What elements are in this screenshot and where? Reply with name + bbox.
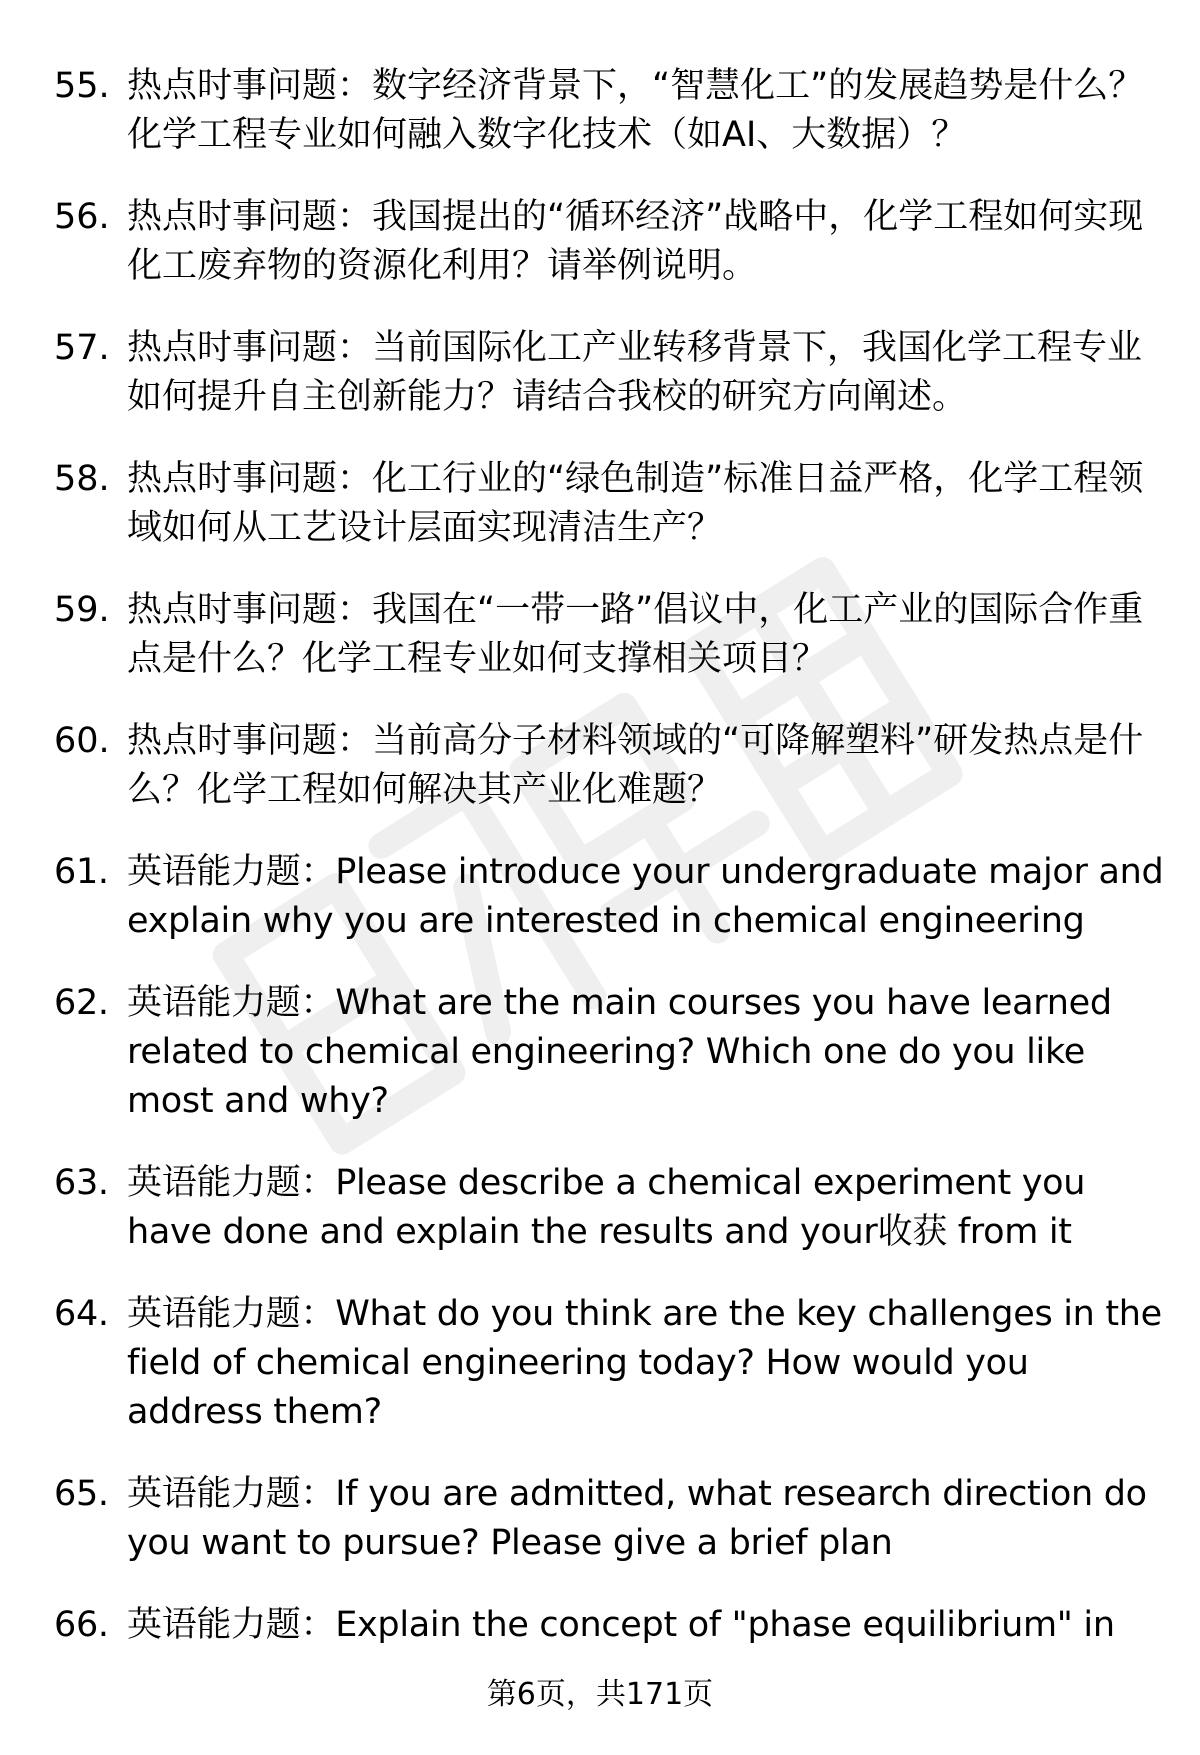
question-item xyxy=(54,717,1164,815)
question-number: 62. xyxy=(54,983,109,1023)
question-number: 56. xyxy=(54,197,110,237)
question-spacer xyxy=(54,422,1164,455)
question-number: 57. xyxy=(54,328,110,368)
question-spacer xyxy=(54,1437,1164,1470)
question-number: 66. xyxy=(54,1605,109,1645)
question-item xyxy=(54,324,1164,422)
question-number: 63. xyxy=(54,1163,109,1203)
question-number: 58. xyxy=(54,459,110,499)
question-text: 英语能力题：What are the main courses you have learned related to chemical engineering? Which one do you like most and why? xyxy=(127,983,1112,1121)
question-item xyxy=(54,455,1164,553)
question-spacer xyxy=(54,1257,1164,1290)
question-text: 英语能力题：What do you think are the key challenges in the field of chemical engineering today? How would you address them? xyxy=(127,1294,1162,1432)
question-item xyxy=(54,1601,1164,1650)
question-text: 英语能力题：Explain the concept of "phase equilibrium" in xyxy=(127,1605,1115,1645)
page-footer xyxy=(0,1675,1200,1715)
question-spacer xyxy=(54,553,1164,586)
question-item xyxy=(54,979,1164,1126)
question-spacer xyxy=(54,815,1164,848)
question-number: 64. xyxy=(54,1294,109,1334)
question-text: 热点时事问题：我国提出的“循环经济”战略中，化学工程如何实现化工废弃物的资源化利用？请举例说明。 xyxy=(127,197,1144,286)
question-item xyxy=(54,1290,1164,1437)
question-text: 英语能力题：Please introduce your undergraduate major and explain why you are interested in chemical engineering xyxy=(127,852,1164,941)
question-number: 55. xyxy=(54,66,110,106)
question-number: 65. xyxy=(54,1474,109,1514)
question-text: 热点时事问题：我国在“一带一路”倡议中，化工产业的国际合作重点是什么？化学工程专业如何支撑相关项目？ xyxy=(127,590,1144,679)
question-spacer xyxy=(54,946,1164,979)
question-text: 英语能力题：If you are admitted, what research direction do you want to pursue? Please give a brief plan xyxy=(127,1474,1147,1563)
question-item xyxy=(54,848,1164,946)
question-item xyxy=(54,62,1164,160)
question-text: 热点时事问题：数字经济背景下，“智慧化工”的发展趋势是什么？化学工程专业如何融入数字化技术（如AI、大数据）？ xyxy=(127,66,1144,155)
question-spacer xyxy=(54,684,1164,717)
page-number-label: 第6页，共171页 xyxy=(486,1677,714,1712)
question-spacer xyxy=(54,291,1164,324)
question-text: 热点时事问题：当前国际化工产业转移背景下，我国化学工程专业如何提升自主创新能力？请结合我校的研究方向阐述。 xyxy=(127,328,1143,417)
question-spacer xyxy=(54,1126,1164,1159)
question-item xyxy=(54,1470,1164,1568)
question-item xyxy=(54,193,1164,291)
question-item xyxy=(54,1159,1164,1257)
question-spacer xyxy=(54,160,1164,193)
question-spacer xyxy=(54,1568,1164,1601)
question-item xyxy=(54,586,1164,684)
question-text: 热点时事问题：化工行业的“绿色制造”标准日益严格，化学工程领域如何从工艺设计层面实现清洁生产？ xyxy=(127,459,1144,548)
question-text: 热点时事问题：当前高分子材料领域的“可降解塑料”研发热点是什么？化学工程如何解决其产业化难题？ xyxy=(127,721,1144,810)
question-text: 英语能力题：Please describe a chemical experiment you have done and explain the results and your收获 from it xyxy=(127,1163,1086,1252)
question-list xyxy=(54,62,1164,1650)
question-number: 60. xyxy=(54,721,110,761)
question-number: 61. xyxy=(54,852,109,892)
question-number: 59. xyxy=(54,590,110,630)
